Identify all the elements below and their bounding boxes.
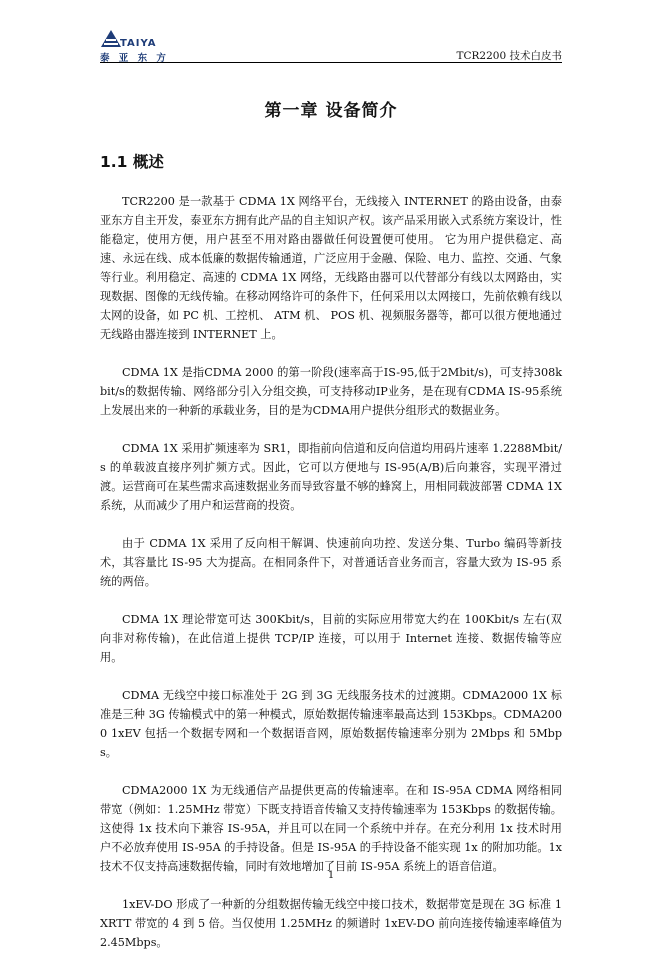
chapter-title: 第一章 设备简介 xyxy=(264,101,398,121)
page-header xyxy=(100,28,562,62)
paragraph: 1xEV-DO 形成了一种新的分组数据传输无线空中接口技术，数据带宽是现在 3G 标准 1XRTT 带宽的 4 到 5 倍。当仅使用 1.25MHz 的频谱时 1xEV-DO 前向连接传输速率峰值为 2.45Mbps。 xyxy=(100,898,562,949)
page-number: 1 xyxy=(327,870,335,881)
paragraph: 由于 CDMA 1X 采用了反向相干解调、快速前向功控、发送分集、Turbo 编码等新技术，其容量比 IS-95 大为提高。在相同条件下，对普通话音业务而言，容量大致为 IS-95 系统的两倍。 xyxy=(100,537,562,588)
paragraph: CDMA 1X 理论带宽可达 300Kbit/s，目前的实际应用带宽大约在 100Kbit/s 左右(双向非对称传输)，在此信道上提供 TCP/IP 连接，可以用于 Internet 连接、数据传输等应用。 xyxy=(100,613,562,664)
header-divider xyxy=(100,62,562,63)
document-title: TCR2200 技术白皮书 xyxy=(456,50,562,62)
taiya-logo xyxy=(100,28,190,62)
paragraph: CDMA 无线空中接口标准处于 2G 到 3G 无线服务技术的过渡期。CDMA2000 1X 标准是三种 3G 传输模式中的第一种模式，原始数据传输速率最高达到 153Kbps。CDMA2000 1xEV 包括一个数据专网和一个数据语音网，原始数据传输速率分别为 2Mbps 和 5Mbps。 xyxy=(100,689,562,759)
paragraph: CDMA 1X 是指CDMA 2000 的第一阶段(速率高于IS-95,低于2Mbit/s)，可支持308kbit/s的数据传输、网络部分引入分组交换，可支持移动IP业务，是在现有CDMA IS-95系统上发展出来的一种新的承载业务，目的是为CDMA用户提供分组形式的数据业务。 xyxy=(100,366,562,417)
logo-cn-text: 泰 亚 东 方 xyxy=(100,53,169,64)
logo-en-text: TAIYA xyxy=(120,38,157,49)
body-text xyxy=(100,192,562,971)
section-title: 1.1 概述 xyxy=(100,153,164,171)
paragraph: CDMA 1X 采用扩频速率为 SR1，即指前向信道和反向信道均用码片速率 1.2288Mbit/s 的单载波直接序列扩频方式。因此，它可以方便地与 IS-95(A/B)后向兼容，实现平滑过渡。运营商可在某些需求高速数据业务而导致容量不够的蜂窝上，用相同载波部署 CDMA 1X 系统，从而减少了用户和运营商的投资。 xyxy=(100,442,563,512)
paragraph: TCR2200 是一款基于 CDMA 1X 网络平台，无线接入 INTERNET 的路由设备，由泰亚东方自主开发，泰亚东方拥有此产品的自主知识产权。该产品采用嵌入式系统方案设计，性能稳定，使用方便，用户甚至不用对路由器做任何设置便可使用。 它为用户提供稳定、高速、永远在线、成本低廉的数据传输通道，广泛应用于金融、保险、电力、监控、交通、气象等行业。利用稳定、高速的 CDMA 1X 网络，无线路由器可以代替部分有线以太网路由，实现数据、图像的无线传输。在移动网络许可的条件下，任何采用以太网接口，先前依赖有线以太网的设备，如 PC 机、工控机、 ATM 机、 POS 机、视频服务器等，都可以很方便地通过无线路由器连接到 INTERNET 上。 xyxy=(100,195,562,341)
paragraph: CDMA2000 1X 为无线通信产品提供更高的传输速率。在和 IS-95A CDMA 网络相同带宽（例如：1.25MHz 带宽）下既支持语音传输又支持传输速率为 153Kbps 的数据传输。这使得 1x 技术向下兼容 IS-95A，并且可以在同一个系统中并存。在充分利用 1x 技术时用户不必放弃使用 IS-95A 的手持设备。但是 IS-95A 的手持设备不能实现 1x 的附加功能。1x 技术不仅支持高速数据传输，同时有效地增加了目前 IS-95A 系统上的语音信道。 xyxy=(100,784,562,873)
triangle-logo-icon xyxy=(100,28,122,48)
